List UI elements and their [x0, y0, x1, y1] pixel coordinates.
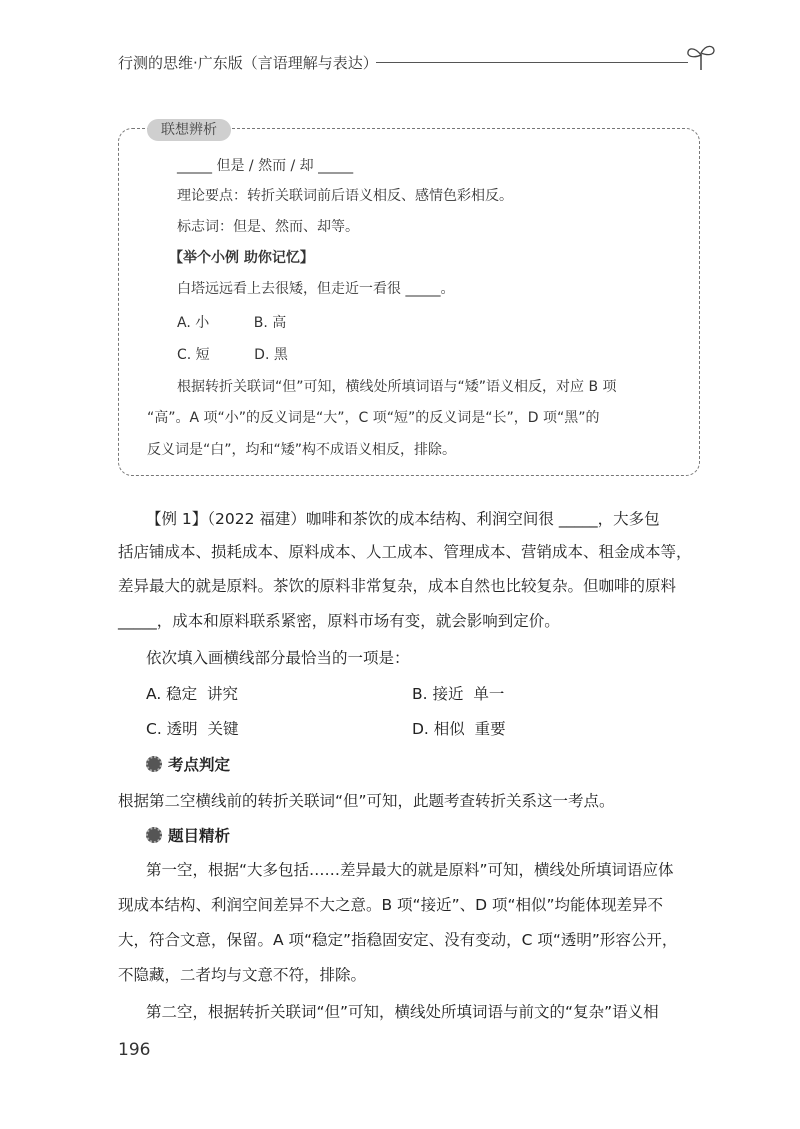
- box-line-5: 白塔远远看上去很矮，但走近一看很 _____。: [177, 281, 455, 297]
- box-line-7: C. 短 D. 黑: [177, 347, 288, 363]
- point-text: 根据第二空横线前的转折关联词“但”可知，此题考查转折关系这一考点。: [118, 792, 615, 810]
- detail-line-4: 不隐藏，二者均与文意不符，排除。: [118, 966, 367, 984]
- example-line-3: 差异最大的就是原料。茶饮的原料非常复杂，成本自然也比较复杂。但咖啡的原料: [118, 577, 677, 595]
- header-title: 行测的思维·广东版（言语理解与表达）: [118, 54, 378, 72]
- section-bullet-icon: [146, 756, 162, 772]
- detail-line-2: 现成本结构、利润空间差异不大之意。B 项“接近”、D 项“相似”均能体现差异不: [118, 896, 664, 914]
- header-rule: [376, 62, 688, 63]
- section-bullet-icon: [146, 827, 162, 843]
- example-line-2: 括店铺成本、损耗成本、原料成本、人工成本、管理成本、营销成本、租金成本等，: [118, 543, 692, 561]
- concept-box: [118, 122, 700, 476]
- page-number: 196: [118, 1040, 151, 1060]
- option-c: C. 透明 关键: [146, 720, 239, 738]
- box-line-2: 理论要点：转折关联词前后语义相反、感情色彩相反。: [177, 188, 513, 204]
- example-question: 依次填入画横线部分最恰当的一项是：: [146, 649, 410, 667]
- point-section-heading: [146, 753, 230, 775]
- page-header: [118, 50, 718, 80]
- box-line-9: “高”。A 项“小”的反义词是“大”，C 项“短”的反义词是“长”，D 项“黑”的: [147, 410, 600, 426]
- detail-title: 题目精析: [168, 827, 231, 845]
- option-a: A. 稳定 讲究: [146, 685, 239, 703]
- box-line-6: A. 小 B. 高: [177, 315, 287, 331]
- detail-line-5: 第二空，根据转折关联词“但”可知，横线处所填词语与前文的“复杂”语义相: [146, 1003, 659, 1021]
- box-line-10: 反义词是“白”，均和“矮”构不成语义相反，排除。: [147, 442, 457, 458]
- concept-box-tag: 联想辨析: [147, 119, 231, 141]
- option-d: D. 相似 重要: [412, 720, 506, 738]
- option-b: B. 接近 单一: [412, 685, 505, 703]
- example-line-4: _____，成本和原料联系紧密，原料市场有变，就会影响到定价。: [118, 612, 560, 630]
- box-line-1: _____ 但是 / 然而 / 却 _____: [177, 158, 354, 174]
- example-line-1: 【例 1】（2022 福建）咖啡和茶饮的成本结构、利润空间很 _____，大多包: [146, 510, 660, 528]
- detail-section-heading: [146, 824, 230, 846]
- detail-line-3: 大，符合文意，保留。A 项“稳定”指稳固安定、没有变动，C 项“透明”形容公开，: [118, 931, 678, 949]
- box-line-8: 根据转折关联词“但”可知，横线处所填词语与“矮”语义相反，对应 B 项: [177, 379, 617, 395]
- point-title: 考点判定: [168, 756, 231, 774]
- detail-line-1: 第一空，根据“大多包括……差异最大的就是原料”可知，横线处所填词语应体: [146, 861, 674, 879]
- sprout-icon: [684, 42, 718, 72]
- box-line-4: 【举个小例 助你记忆】: [169, 250, 314, 266]
- box-line-3: 标志词：但是、然而、却等。: [177, 219, 359, 235]
